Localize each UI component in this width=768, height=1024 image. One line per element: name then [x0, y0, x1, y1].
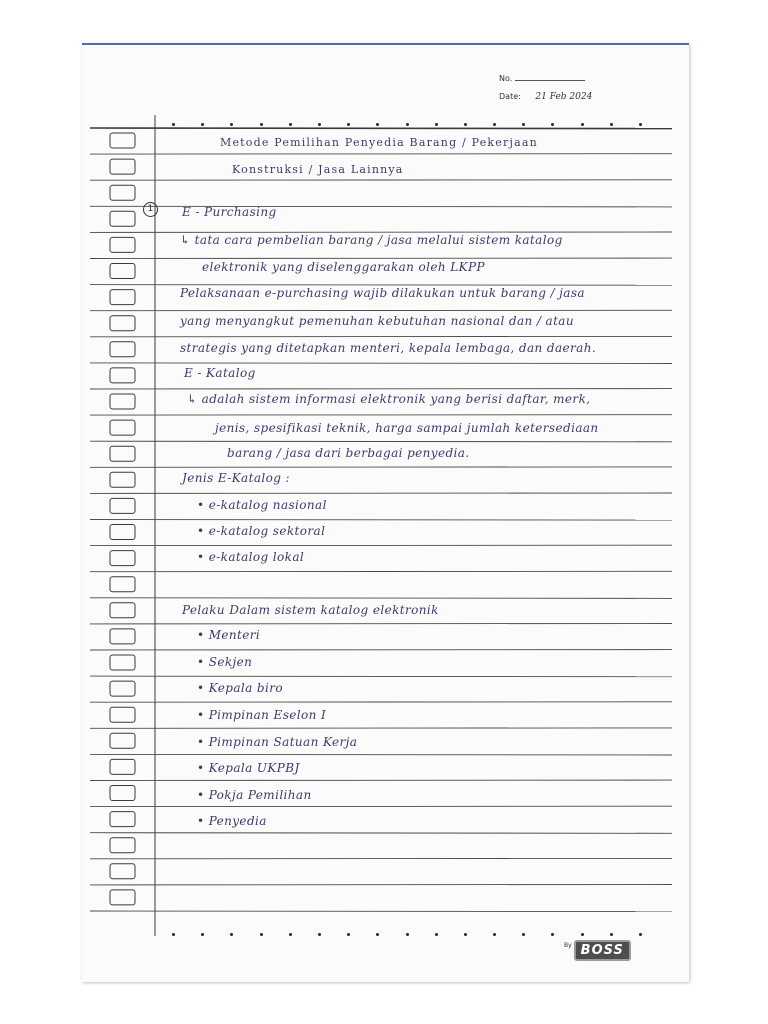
checkbox-square — [110, 655, 135, 670]
checkbox-square — [110, 838, 135, 853]
rule-line — [90, 128, 672, 129]
note-line: • Kepala UKPBJ — [197, 761, 300, 775]
rule-line — [90, 911, 672, 912]
checkbox-square — [110, 681, 135, 696]
checkbox-square — [110, 525, 135, 540]
checkbox-square — [110, 159, 135, 174]
checkbox-square — [110, 133, 135, 148]
note-line: elektronik yang diselenggarakan oleh LKPP — [202, 260, 485, 274]
note-line: strategis yang ditetapkan menteri, kepala lembaga, dan daerah. — [180, 341, 597, 355]
note-title-line: Konstruksi / Jasa Lainnya — [232, 163, 404, 176]
notebook-page — [82, 43, 689, 982]
rule-line — [90, 598, 672, 599]
note-line: ↳ tata cara pembelian barang / jasa melalui sistem katalog — [180, 233, 563, 247]
note-line: • Pimpinan Eselon I — [197, 708, 327, 722]
rule-line — [90, 363, 672, 364]
note-line: E - Katalog — [184, 366, 256, 380]
no-label: No. — [499, 74, 513, 83]
note-title-line: Metode Pemilihan Penyedia Barang / Pekerjaan — [220, 136, 538, 149]
note-line: • Penyedia — [197, 814, 267, 828]
brand-logo — [564, 939, 631, 961]
note-line: • Sekjen — [197, 655, 253, 669]
brand-by-label: By — [564, 942, 572, 949]
checkbox-square — [110, 290, 135, 305]
checkbox-square — [110, 890, 135, 905]
rule-line — [90, 520, 672, 521]
note-line: Pelaksanaan e-purchasing wajib dilakukan untuk barang / jasa — [180, 286, 585, 300]
note-line: yang menyangkut pemenuhan kebutuhan nasional dan / atau — [180, 314, 574, 328]
note-line: • Menteri — [197, 628, 261, 642]
checkbox-square — [110, 812, 135, 827]
ruled-lines — [82, 43, 689, 982]
note-line: • Pokja Pemilihan — [197, 788, 312, 802]
checkbox-square — [110, 551, 135, 566]
note-line: jenis, spesifikasi teknik, harga sampai jumlah ketersediaan — [215, 421, 599, 435]
checkbox-square — [110, 264, 135, 279]
checkbox-square — [110, 211, 135, 226]
note-line: • e-katalog nasional — [197, 498, 327, 512]
checkbox-square — [110, 394, 135, 409]
section-number-circle: 1 — [143, 202, 158, 217]
checkbox-square — [110, 368, 135, 383]
date-value: 21 Feb 2024 — [535, 92, 593, 102]
checkbox-square — [110, 472, 135, 487]
checkbox-square — [110, 342, 135, 357]
rule-line — [90, 754, 672, 755]
checkbox-square — [110, 707, 135, 722]
checkbox-square — [110, 237, 135, 252]
note-line: • e-katalog sektoral — [197, 524, 326, 538]
note-line: • Kepala biro — [197, 681, 283, 695]
checkbox-square — [110, 629, 135, 644]
note-line: Pelaku Dalam sistem katalog elektronik — [182, 603, 439, 617]
checkbox-square — [110, 446, 135, 461]
rule-line — [90, 441, 672, 442]
checkbox-square — [110, 733, 135, 748]
checkbox-square — [110, 786, 135, 801]
note-line: ↳ adalah sistem informasi elektronik yang berisi daftar, merk, — [187, 392, 591, 406]
checkbox-square — [110, 864, 135, 879]
checkbox-square — [110, 759, 135, 774]
checkbox-square — [110, 603, 135, 618]
note-line: barang / jasa dari berbagai penyedia. — [227, 446, 470, 460]
rule-line — [90, 833, 672, 834]
note-line: E - Purchasing — [182, 205, 277, 219]
checkbox-square — [110, 316, 135, 331]
checkbox-square — [110, 185, 135, 200]
checkbox-square — [110, 498, 135, 513]
note-line: • e-katalog lokal — [197, 550, 305, 564]
checkbox-square — [110, 577, 135, 592]
checkbox-square — [110, 420, 135, 435]
rule-line — [90, 676, 672, 677]
note-line: • Pimpinan Satuan Kerja — [197, 735, 358, 749]
rule-line — [90, 206, 672, 207]
date-label: Date: — [499, 92, 521, 101]
note-line: Jenis E-Katalog : — [182, 471, 290, 485]
brand-logo-text: BOSS — [574, 940, 631, 961]
